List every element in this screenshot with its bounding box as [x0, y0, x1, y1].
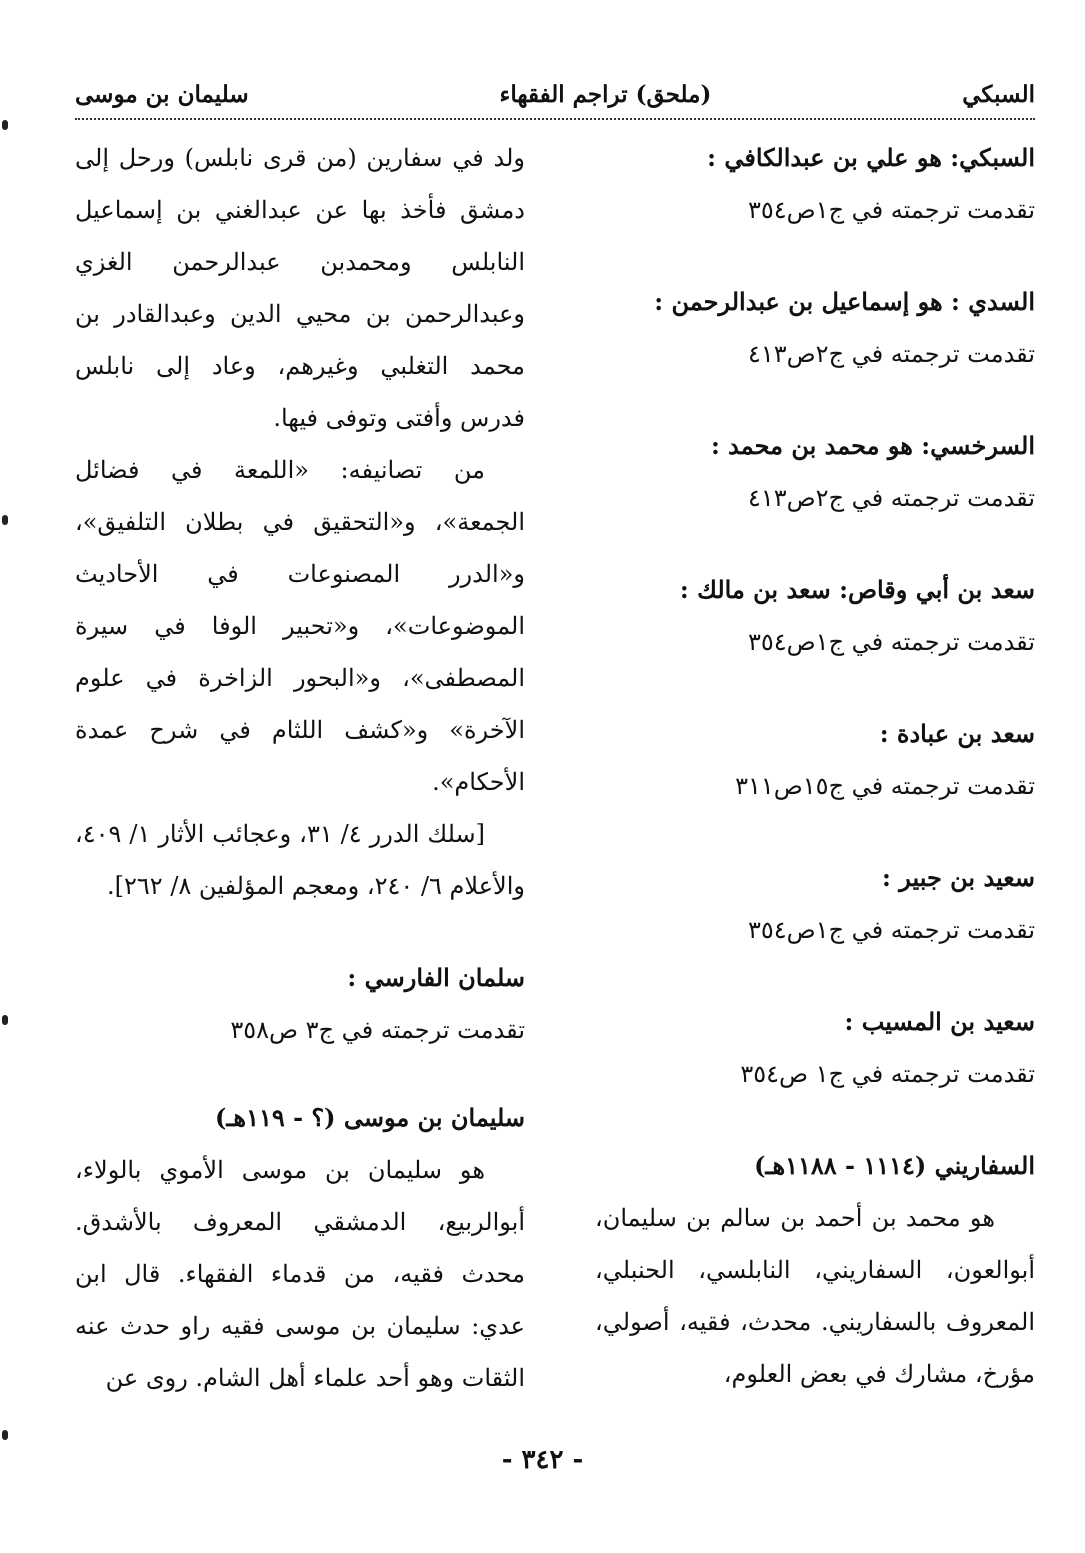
entry-saad-abi-waqqas: [595, 564, 1035, 668]
entry-subki: [595, 132, 1035, 236]
running-header: [75, 72, 1035, 116]
saffarini-works: من تصانيفه: «اللمعة في فضائل الجمعة»، و«التحقيق في بطلان التلفيق»، و«الدرر المصنوعات في الأحاديث الموضوعات»، و«تحبير الوفا في سيرة المصطفى»، و«البحور الزاخرة في علوم الآخرة» و«كشف اللثام في شرح عمدة الأحكام».: [75, 456, 525, 796]
margin-mark: [2, 515, 8, 525]
saffarini-bio-continued: ولد في سفارين (من قرى نابلس) ورحل إلى دمشق فأخذ بها عن عبدالغني بن إسماعيل النابلس ومحمدبن عبدالرحمن الغزي وعبدالرحمن بن محيي الدين وعبدالقادر بن محمد التغلبي وغيرهم، وعاد إلى نابلس فدرس وأفتى وتوفى فيها.: [75, 144, 525, 432]
margin-mark: [2, 1430, 8, 1440]
entry-title: السرخسي: هو محمد بن محمد :: [710, 431, 1035, 460]
entry-title: سعد بن أبي وقاص: سعد بن مالك :: [679, 575, 1035, 604]
sulayman-title: سليمان بن موسى (؟ - ١١٩هـ): [215, 1103, 525, 1132]
entry-title: السبكي: هو علي بن عبدالكافي :: [707, 143, 1035, 172]
entry-ref: تقدمت ترجمته في ج١٥ص٣١١: [735, 772, 1035, 800]
entry-ref: تقدمت ترجمته في ج٢ص٤١٣: [747, 340, 1035, 368]
entry-sarakhsi: [595, 420, 1035, 524]
entry-saad-ubada: [595, 708, 1035, 812]
header-dotted-rule: [75, 118, 1035, 120]
margin-mark: [2, 120, 8, 130]
entry-said-jubayr: [595, 852, 1035, 956]
sulayman-bio: هو سليمان بن موسى الأموي بالولاء، أبوالربيع، الدمشقي المعروف بالأشدق. محدث فقيه، من قدماء الفقهاء. قال ابن عدي: سليمان بن موسى فقيه راو حدث عنه الثقات وهو أحد علماء أهل الشام. روى عن: [75, 1156, 525, 1392]
header-center: (ملحق) تراجم الفقهاء: [499, 80, 712, 108]
entry-title: سعيد بن المسيب :: [844, 1007, 1035, 1036]
header-right: السبكي: [962, 80, 1035, 108]
margin-mark: [2, 1015, 8, 1025]
entry-said-musayyib: [595, 996, 1035, 1100]
entry-ref: تقدمت ترجمته في ج١ص٣٥٤: [747, 916, 1035, 944]
salman-title: سلمان الفارسي :: [347, 963, 525, 992]
saffarini-title: السفاريني (١١١٤ - ١١٨٨هـ): [754, 1151, 1035, 1180]
saffarini-sources: [سلك الدرر ٤/ ٣١، وعجائب الأثار ١/ ٤٠٩، والأعلام ٦/ ٢٤٠، ومعجم المؤلفين ٨/ ٢٦٢].: [75, 820, 525, 900]
header-left: سليمان بن موسى: [75, 80, 249, 108]
entry-title: السدي : هو إسماعيل بن عبدالرحمن :: [654, 287, 1035, 316]
saffarini-bio: هو محمد بن أحمد بن سالم بن سليمان، أبوالعون، السفاريني، النابلسي، الحنبلي، المعروف بالسفاريني. محدث، فقيه، أصولي، مؤرخ، مشارك في بعض العلوم،: [595, 1204, 1035, 1388]
entry-ref: تقدمت ترجمته في ج١ص٣٥٤: [747, 628, 1035, 656]
entry-suddi: [595, 276, 1035, 380]
entry-ref: تقدمت ترجمته في ج١ ص٣٥٤: [740, 1060, 1035, 1088]
left-column: [75, 132, 525, 1404]
salman-ref: تقدمت ترجمته في ج٣ ص٣٥٨: [230, 1016, 525, 1044]
entry-title: سعيد بن جبير :: [882, 863, 1035, 892]
entry-title: سعد بن عبادة :: [879, 719, 1035, 748]
right-column: [595, 132, 1035, 1400]
entry-ref: تقدمت ترجمته في ج١ص٣٥٤: [747, 196, 1035, 224]
page-number: - ٣٤٢ -: [501, 1445, 584, 1475]
entry-ref: تقدمت ترجمته في ج٢ص٤١٣: [747, 484, 1035, 512]
